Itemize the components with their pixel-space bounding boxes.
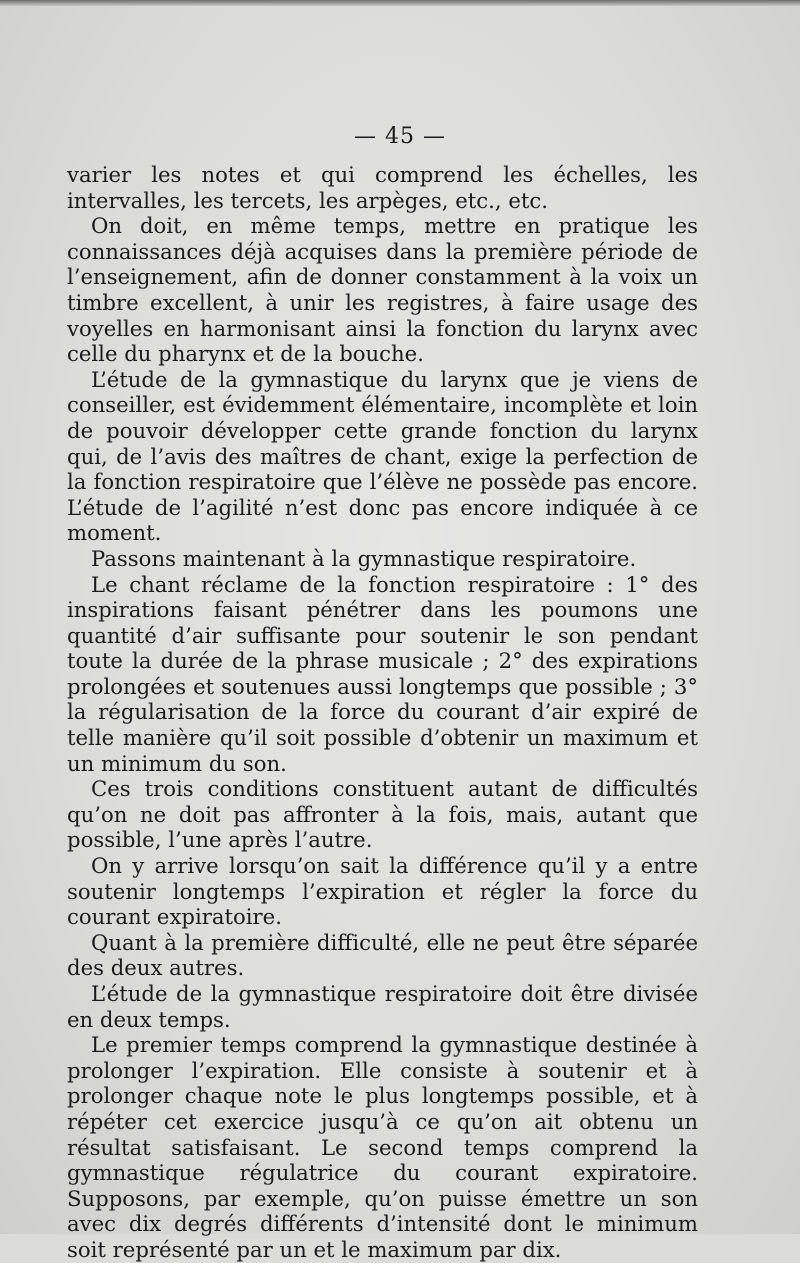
page-top-edge	[0, 0, 800, 6]
paragraph: Quant à la première difficulté, elle ne peut être séparée des deux autres.	[67, 929, 698, 981]
paragraph: L’étude de la gymnastique respiratoire doit être divisée en deux temps.	[67, 981, 698, 1032]
paragraph: Ces trois conditions constituent autant de difficultés qu’on ne doit pas affronter à la fois, mais, autant que possible, l’une après l’autre.	[67, 776, 698, 853]
paragraph: L’étude de la gymnastique du larynx que je viens de conseiller, est évidemment élémentaire, incomplète et loin de pouvoir développer cette grande fonction du larynx qui, de l’avis des maîtres de chant, exige la perfection de la fonction respiratoire que l’élève ne possède pas encore. L’étude de l’agilité n’est donc pas encore indiquée à ce moment.	[67, 366, 698, 546]
paragraph: On doit, en même temps, mettre en pratique les connaissances déjà acquises dans la première période de l’enseignement, afin de donner constamment à la voix un timbre excellent, à unir les registres, à faire usage des voyelles en harmonisant ainsi la fonction du larynx avec celle du pharynx et de la bouche.	[67, 213, 698, 367]
body-text	[67, 162, 698, 1263]
paragraph: Le premier temps comprend la gymnastique destinée à prolonger l’expiration. Elle consiste à soutenir et à prolonger chaque note le plus longtemps possible, et à répéter cet exercice jusqu’à ce qu’on ait obtenu un résultat satisfaisant. Le second temps comprend la gymnastique régulatrice du courant expiratoire. Supposons, par exemple, qu’on puisse émettre un son avec dix degrés différents d’intensité dont le minimum soit représenté par un et le maximum par dix.	[67, 1032, 698, 1262]
page-number: — 45 —	[354, 124, 446, 149]
paragraph-continuation: varier les notes et qui comprend les échelles, les intervalles, les tercets, les arpèges, etc., etc.	[67, 162, 698, 213]
paragraph: Le chant réclame de la fonction respiratoire : 1° des inspirations faisant pénétrer dans les poumons une quantité d’air suffisante pour soutenir le son pendant toute la durée de la phrase musicale ; 2° des expirations prolongées et soutenues aussi longtemps que possible ; 3° la régularisation de la force du courant d’air expiré de telle manière qu’il soit possible d’obtenir un maximum et un minimum du son.	[67, 571, 698, 776]
paragraph: On y arrive lorsqu’on sait la différence qu’il y a entre soutenir longtemps l’expiration et régler la force du courant expiratoire.	[67, 853, 698, 930]
paragraph: Passons maintenant à la gymnastique respiratoire.	[91, 545, 637, 571]
